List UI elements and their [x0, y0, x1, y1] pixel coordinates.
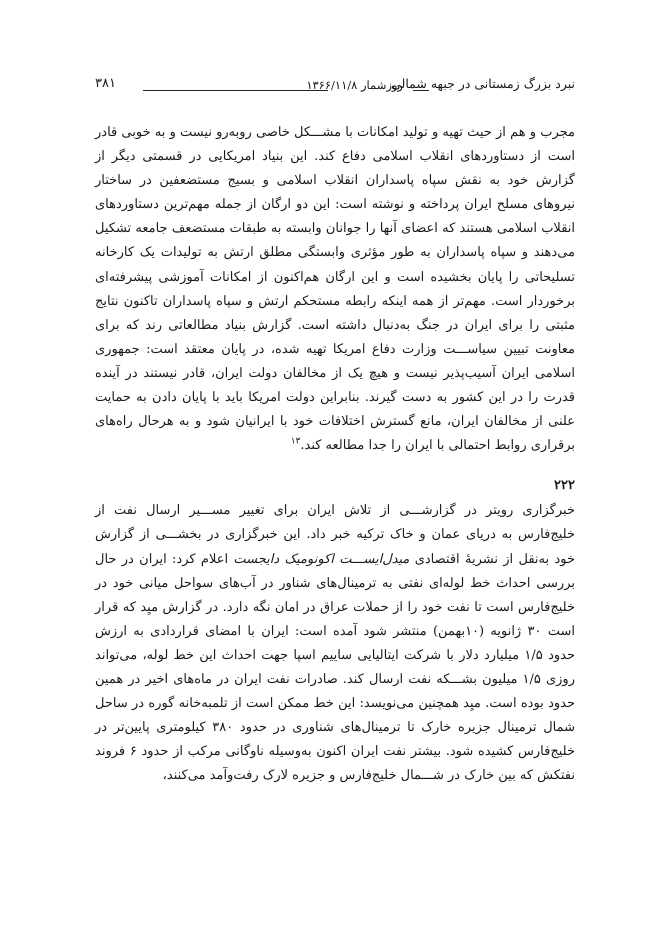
- paragraph-entry-222: [95, 499, 575, 788]
- page-number: ۳۸۱: [95, 76, 116, 91]
- paragraph-text: مجرب و هم از حیث تهیه و تولید امکانات با مشـــکل خاصی روبه‌رو نیست و به خوبی قادر است از دستاوردهای انقلاب اسلامی دفاع کند. این بنیاد امریکایی در قسمتی دیگر از گزارش خود به نقش سپاه پاسداران انقلاب اسلامی و بسیج مستضعفین در ساختار نیروهای مسلح ایران پرداخته و نوشته است: این دو ارگان از جمله مهم‌ترین دستاوردهای انقلاب اسلامی هستند که اعضای آنها را جوانان وابسته به طبقات مستضعف جامعه تشکیل می‌دهند و سپاه پاسداران به طور مؤثری وابستگی مطلق ارتش به تولیدات یک کارخانه تسلیحاتی را پایان بخشیده است و این ارگان هم‌اکنون از امکانات آموزشی پیشرفته‌ای برخوردار است. مهم‌تر از همه اینکه رابطه مستحکم ارتش و سپاه پاسداران تاکنون نتایج مثبتی را برای ایران در جنگ به‌دنبال داشته است. گزارش بنیاد مطالعاتی رند که برای معاونت تبیین سیاســـت وزارت دفاع امریکا تهیه شده، در پایان معتقد است: جمهوری اسلامی ایران آسیب‌پذیر نیست و هیچ یک از مخالفان دولت ایران، قادر نیستند در آینده قدرت را در این کشور به دست گیرند. بنابراین دولت امریکا باید با پایان دادن به حمایت علنی از مخالفان ایران، مانع گسترش اختلافات خود با ایرانیان شود و به هرحال راه‌های برقراری روابط احتمالی با ایران را جدا مطالعه کند.: [95, 125, 575, 454]
- paragraph-text: خبرگزاری رویتر در گزارشـــی از تلاش ایران برای تغییر مســـیر ارسال نفت از خلیج‌فارس به دریای عمان و خاک ترکیه خبر داد. این خبرگزاری در بخشـــی از گزارش خود به‌نقل از نشریهٔ اقتصادی: [95, 503, 575, 567]
- publication-name: میدل‌ایســـت اکونومیک دایجست: [233, 551, 410, 567]
- entry-number: ۲۲۲: [554, 478, 575, 494]
- running-title: نبرد بزرگ زمستانی در جبهه شمالی: [391, 76, 575, 91]
- header-rule-long: [143, 90, 328, 91]
- footnote-marker: ۱۳: [290, 436, 301, 447]
- paragraph-text: اعلام کرد: ایران در حال بررسی احداث خط لوله‌ای نفتی به ترمینال‌های شناور در آب‌های سواحل میانی خود در خلیج‌فارس است تا نفت خود را از حملات عراق در امان نگه دارد. در گزارش میِد که قرار است ۳۰ ژانویه (۱۰بهمن) منتشر شود آمده است: ایران با امضای قراردادی به ارزش حدود ۱/۵ میلیارد دلار با شرکت ایتالیایی ساییم اسپا جهت احداث این خط لوله، می‌تواند روزی ۱/۵ میلیون بشـــکه نفت ارسال کند. صادرات نفت ایران در ماه‌های اخیر در همین حدود بوده است. میِد همچنین می‌نویسد: این خط ممکن است از تلمبه‌خانه گوره در ساحل شمال ترمینال جزیره خارک تا ترمینال‌های شناوری در حدود ۳۸۰ کیلومتری پایین‌تر در خلیج‌فارس کشیده شود. بیشتر نفت ایران اکنون به‌وسیله ناوگانی مرکب از حدود ۶ فروند نفتکش که بین خارک در شـــمال خلیج‌فارس و جزیره لارک رفت‌وآمد می‌کنند،: [95, 551, 576, 784]
- diary-date: روزشمار ۱۳۶۶/۱۱/۸: [306, 78, 403, 92]
- page-body: [95, 121, 575, 788]
- running-header: [95, 76, 575, 98]
- paragraph-entry-221-continuation: [95, 121, 575, 458]
- header-rule-short: [413, 90, 429, 91]
